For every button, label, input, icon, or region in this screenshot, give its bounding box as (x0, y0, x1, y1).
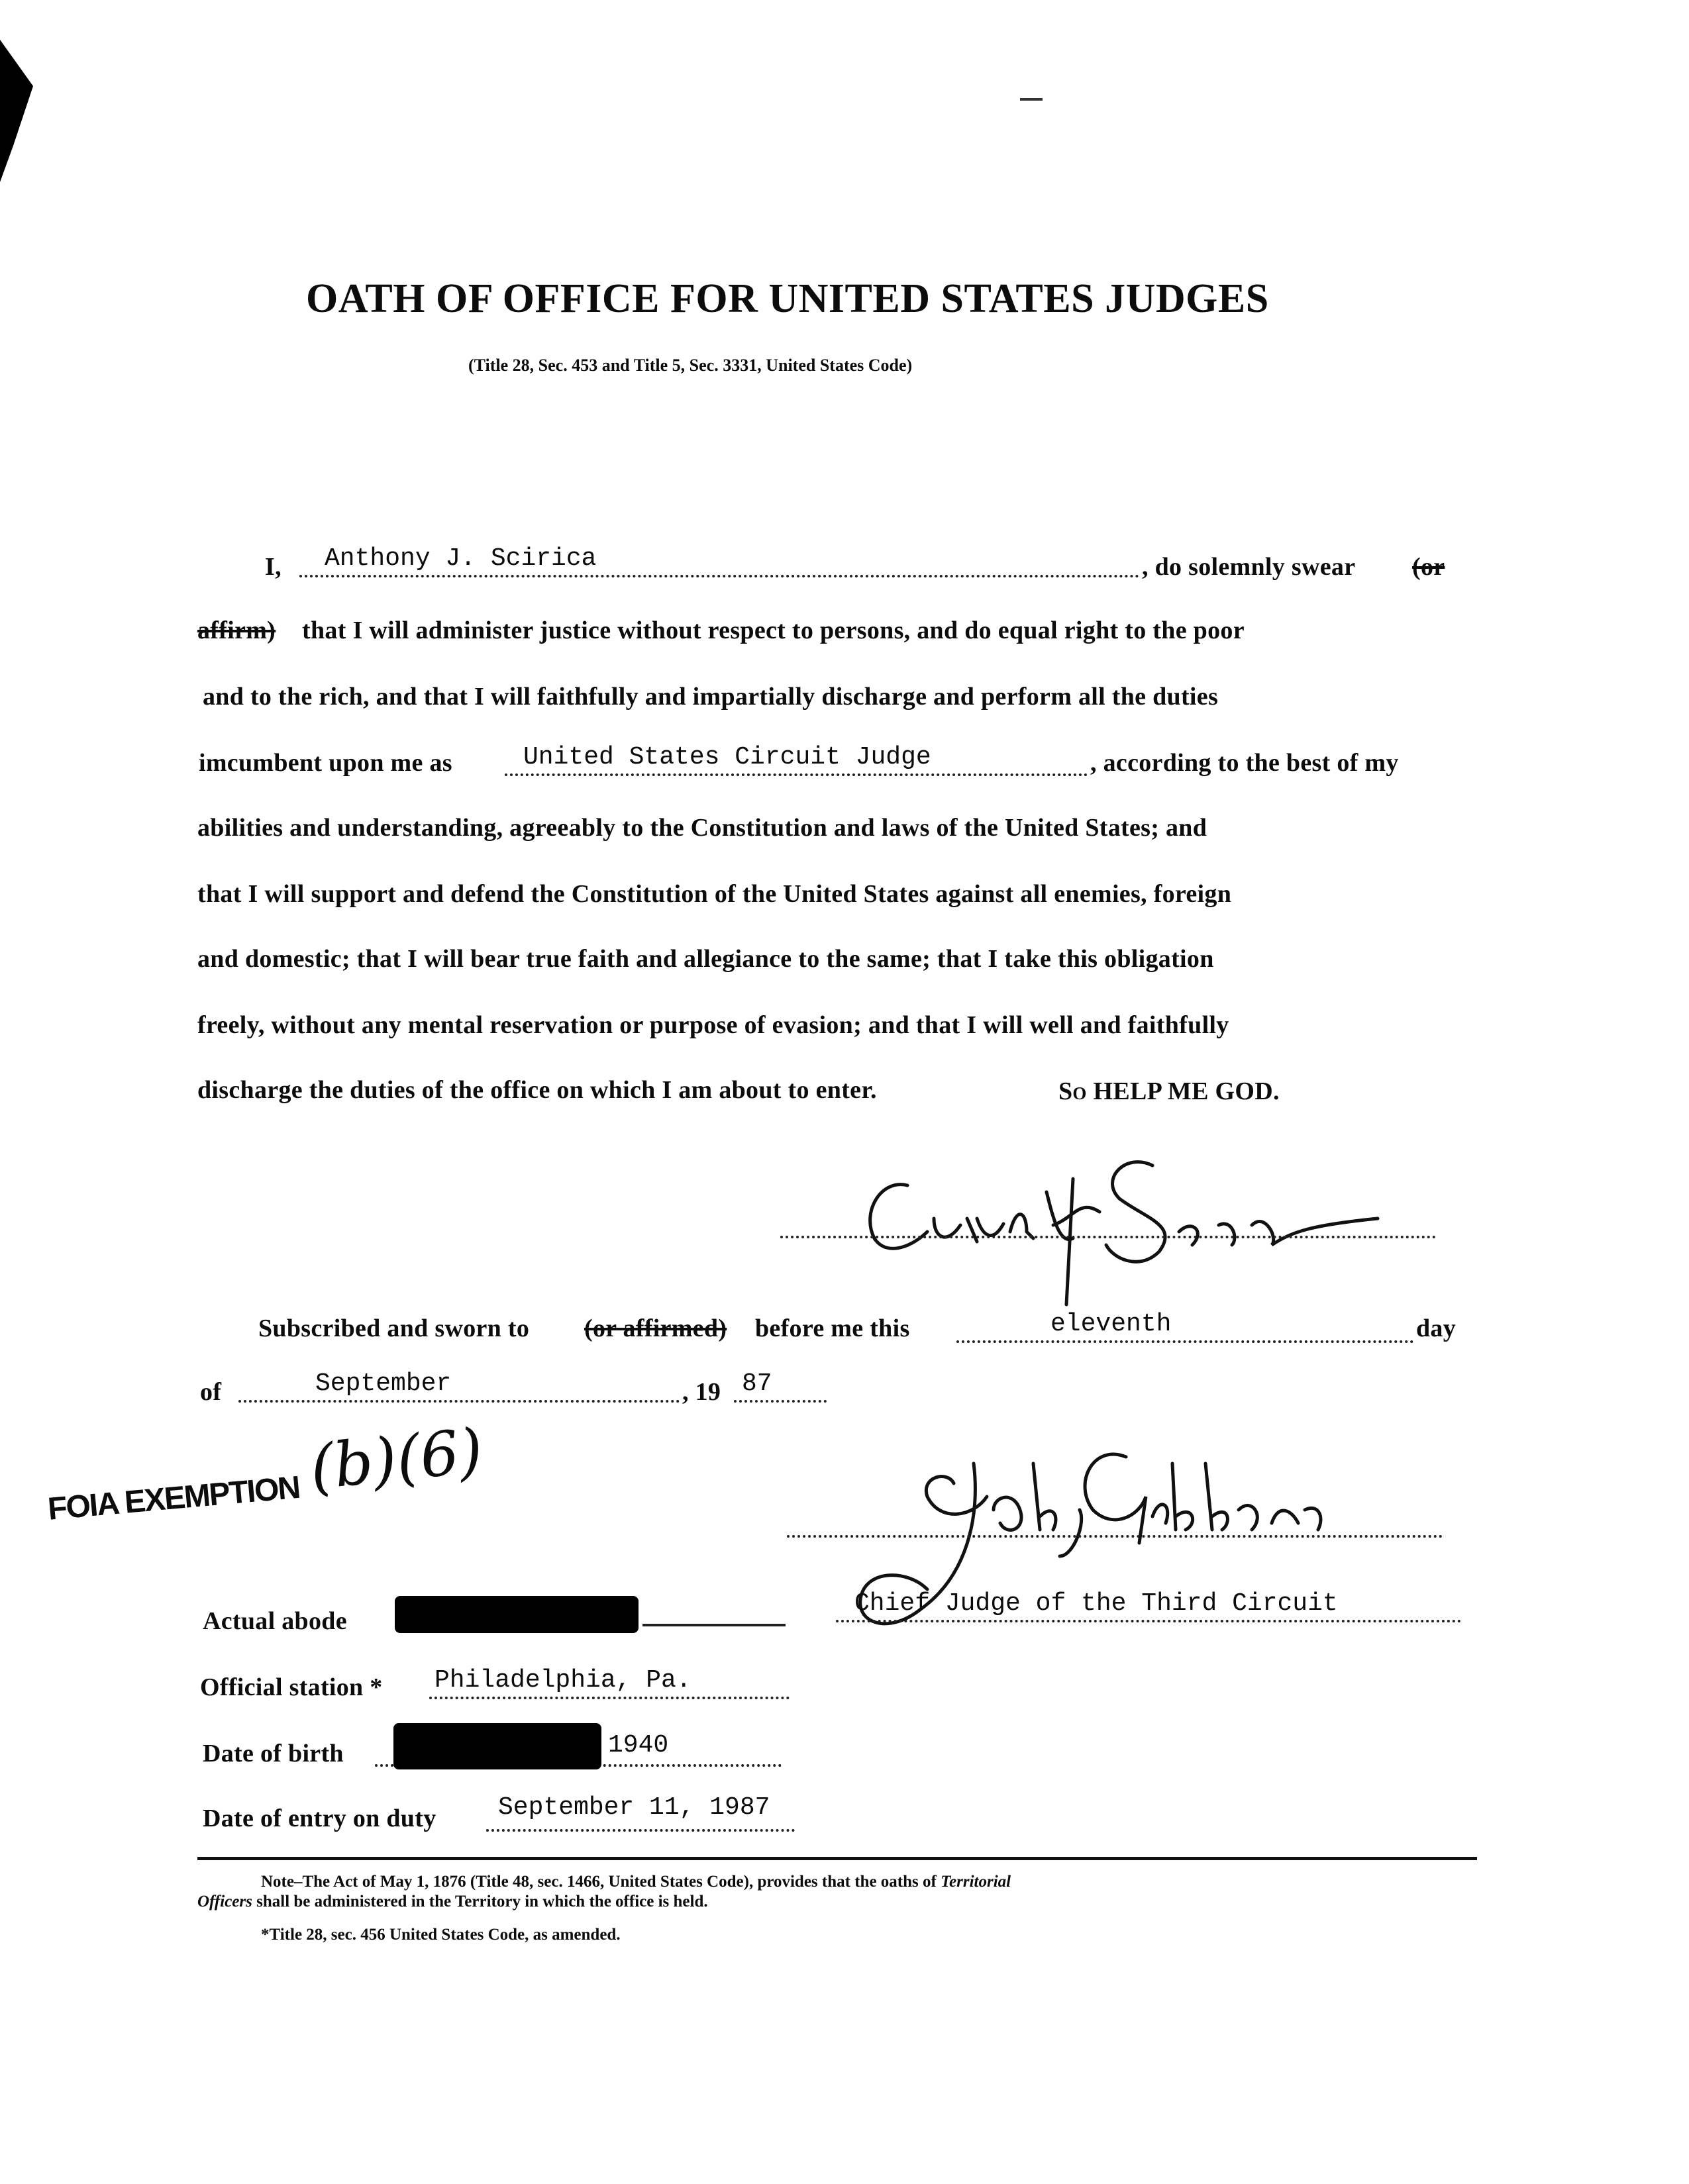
abode-label: Actual abode (203, 1607, 347, 1635)
day-field-line (956, 1340, 1413, 1343)
subscribed-prefix: Subscribed and sworn to (258, 1315, 530, 1342)
birth-redaction (393, 1723, 601, 1769)
oath-line-9: discharge the duties of the office on which I am about to enter. (197, 1076, 877, 1104)
day-value: eleventh (1050, 1310, 1172, 1338)
year-value: 87 (742, 1369, 772, 1398)
footnote: *Title 28, sec. 456 United States Code, as amended. (261, 1926, 621, 1944)
foia-stamp-text: FOIA EXEMPTION (46, 1469, 301, 1527)
station-field-line (429, 1697, 790, 1699)
administering-officer-signature (841, 1424, 1345, 1675)
oath-swear: , do solemnly swear (1142, 553, 1356, 581)
entry-value: September 11, 1987 (498, 1793, 770, 1822)
foia-stamp-code: (b)(6) (307, 1415, 486, 1504)
of-label: of (200, 1378, 222, 1406)
page-title: OATH OF OFFICE FOR UNITED STATES JUDGES (306, 276, 1269, 321)
oath-line-6: that I will support and defend the Constitution of the United States against all enemies, foreign (197, 880, 1232, 908)
oath-taker-signature (835, 1139, 1431, 1311)
oath-closing: So HELP ME GOD. (1058, 1077, 1280, 1105)
subscribed-before: before me this (755, 1315, 910, 1342)
oath-line-3: and to the rich, and that I will faithfully and impartially discharge and perform all the duties (203, 683, 1219, 711)
oath-line-2: that I will administer justice without respect to persons, and do equal right to the poor (302, 617, 1245, 644)
note-text-b: shall be administered in the Territory in which the office is held. (256, 1893, 708, 1911)
oath-line-8: freely, without any mental reservation or purpose of evasion; and that I will well and faithfully (197, 1011, 1229, 1039)
name-value: Anthony J. Scirica (325, 544, 597, 573)
station-value: Philadelphia, Pa. (435, 1666, 691, 1695)
officer-title-line (836, 1620, 1461, 1622)
month-value: September (315, 1369, 452, 1398)
note-italic-a: Territorial (941, 1873, 1011, 1891)
year-field-line (734, 1400, 827, 1403)
affirm-struck: affirm) (197, 617, 276, 644)
abode-redaction (395, 1596, 639, 1633)
day-label: day (1416, 1315, 1457, 1342)
oath-line-4b: , according to the best of my (1090, 749, 1399, 777)
page-subtitle: (Title 28, Sec. 453 and Title 5, Sec. 3331, United States Code) (468, 356, 913, 375)
year-prefix: , 19 (682, 1378, 721, 1406)
note-italic-b: Officers (197, 1893, 252, 1911)
oath-taker-signature-line (780, 1236, 1436, 1238)
month-field-line (238, 1400, 680, 1403)
or-struck: (or (1412, 553, 1445, 581)
station-label: Official station * (200, 1673, 383, 1701)
oath-i: I, (265, 553, 282, 581)
birth-value: 1940 (608, 1731, 669, 1760)
subscribed-struck: (or affirmed) (584, 1315, 727, 1342)
note-text-a: Note–The Act of May 1, 1876 (Title 48, sec. 1466, United States Code), provides that the oaths of (261, 1873, 937, 1891)
scan-corner-mark (0, 40, 40, 185)
position-value: United States Circuit Judge (523, 743, 931, 771)
entry-field-line (486, 1829, 795, 1832)
footer-rule (197, 1857, 1477, 1860)
birth-label: Date of birth (203, 1740, 344, 1767)
entry-label: Date of entry on duty (203, 1805, 436, 1832)
position-field-line (505, 773, 1088, 776)
scan-speck (1020, 98, 1043, 101)
officer-title: Chief Judge of the Third Circuit (854, 1589, 1338, 1618)
oath-line-7: and domestic; that I will bear true faith and allegiance to the same; that I take this obligation (197, 945, 1214, 973)
abode-field-line (642, 1624, 786, 1626)
note-line-1 (261, 1873, 1011, 1891)
oath-line-4a: imcumbent upon me as (199, 749, 452, 777)
note-line-2 (197, 1893, 708, 1911)
officer-signature-line (787, 1535, 1443, 1538)
name-field-line (299, 575, 1139, 577)
oath-line-5: abilities and understanding, agreeably to the Constitution and laws of the United States; and (197, 814, 1207, 842)
